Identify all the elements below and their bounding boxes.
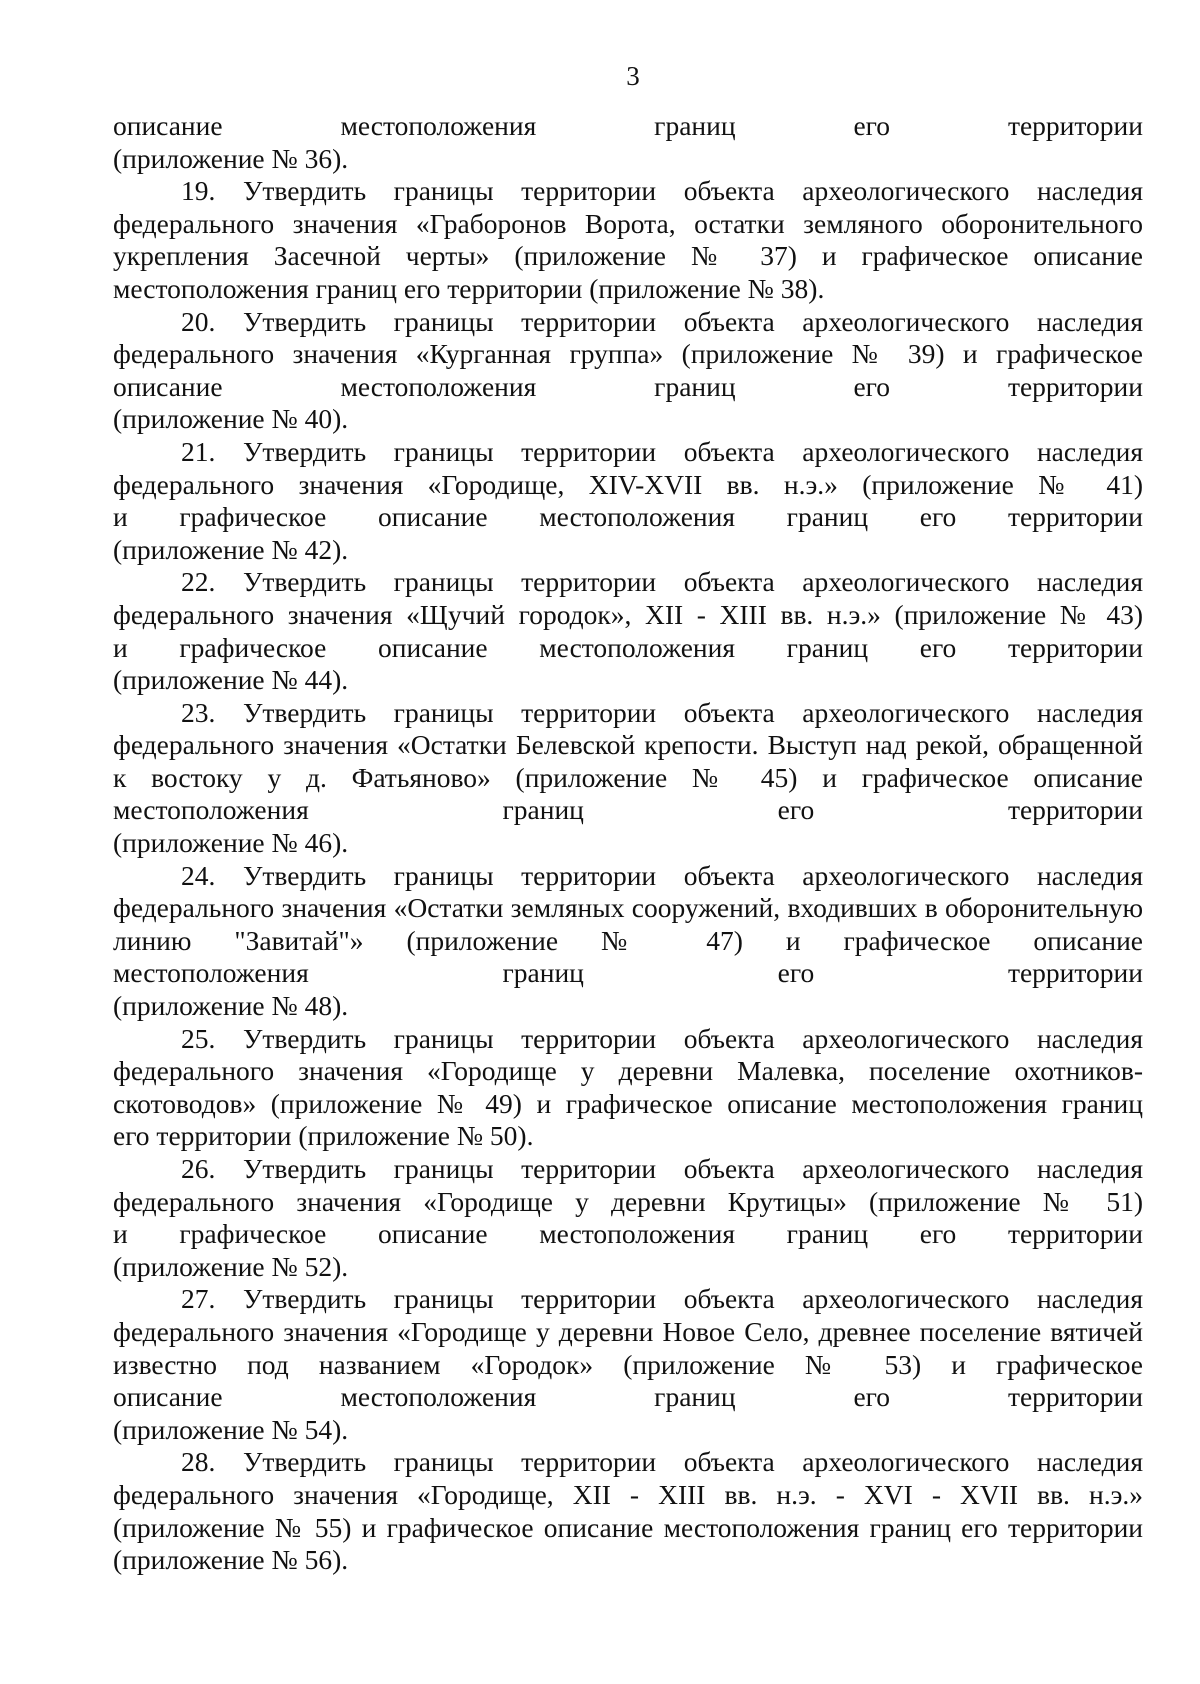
paragraph-tail: (приложение № 52). <box>113 1250 349 1282</box>
paragraph-lead: 21. Утвердить границы территории объекта археологического наследия федерального значения «Городище, XIV-XVII вв. н.э.» (приложение № 41) <box>113 435 1143 500</box>
paragraph-tail: (приложение № 44). <box>113 664 349 696</box>
paragraph-27 <box>113 1283 1143 1446</box>
paragraph-justified-line: и графическое описание местоположения границ его территории <box>113 501 1143 533</box>
paragraph-lead: 23. Утвердить границы территории объекта археологического наследия федерального значения «Остатки Белевской крепости. Выступ над рекой, обращенной к востоку у д. Фатьяново» (приложение № 45) и графическое описание <box>113 696 1143 793</box>
paragraph-lead: 24. Утвердить границы территории объекта археологического наследия федерального значения «Остатки земляных сооружений, входивших в оборонительную линию "Завитай"» (приложение № 47) и графическое описание <box>113 859 1143 956</box>
paragraph-24 <box>113 860 1143 1023</box>
paragraph-lead: 19. Утвердить границы территории объекта археологического наследия федерального значения «Граборонов Ворота, остатки земляного оборонительного укрепления Засечной черты» (приложение № 37) и графическое описание <box>113 175 1143 272</box>
paragraph-lead: 26. Утвердить границы территории объекта археологического наследия федерального значения «Городище у деревни Крутицы» (приложение № 51) <box>113 1153 1143 1217</box>
paragraph-lead: 22. Утвердить границы территории объекта археологического наследия федерального значения «Щучий городок», XII - XIII вв. н.э.» (приложение № 43) <box>113 566 1143 630</box>
paragraph-lead: 20. Утвердить границы территории объекта археологического наследия федерального значения «Курганная группа» (приложение № 39) и графическое <box>113 305 1143 370</box>
paragraph-19 <box>113 175 1143 305</box>
paragraph-22 <box>113 566 1143 696</box>
paragraph-justified-line: и графическое описание местоположения границ его территории <box>113 1218 1143 1250</box>
paragraph-lead: 28. Утвердить границы территории объекта археологического наследия федерального значения «Городище, XII - XIII вв. н.э. - XVI - XVII вв. н.э.» (приложение № 55) и графическое описание местоположения границ его территории <box>113 1446 1143 1543</box>
paragraph-18-continuation <box>113 110 1143 175</box>
paragraph-25 <box>113 1023 1143 1153</box>
paragraph-tail: (приложение № 54). <box>113 1413 349 1445</box>
paragraph-tail: (приложение № 42). <box>113 533 349 565</box>
page-number: 3 <box>626 61 640 91</box>
paragraph-tail: его территории (приложение № 50). <box>113 1120 534 1152</box>
paragraph-lead: 25. Утвердить границы территории объекта археологического наследия федерального значения «Городище у деревни Малевка, поселение охотников-скотоводов» (приложение № 49) и графическое описание местоположения границ <box>113 1022 1143 1119</box>
paragraph-23 <box>113 697 1143 860</box>
paragraph-justified-line: и графическое описание местоположения границ его территории <box>113 631 1143 663</box>
paragraph-tail: местоположения границ его территории (приложение № 38). <box>113 272 825 304</box>
paragraph-justified-line: местоположения границ его территории <box>113 957 1143 989</box>
document-body <box>113 110 1143 1577</box>
paragraph-justified-line: описание местоположения границ его территории <box>113 370 1143 402</box>
paragraph-26 <box>113 1153 1143 1283</box>
paragraph-tail: (приложение № 36). <box>113 142 349 174</box>
paragraph-justified-line: описание местоположения границ его территории <box>113 1381 1143 1413</box>
paragraph-justified-line: описание местоположения границ его территории <box>113 110 1143 141</box>
document-page <box>113 60 1143 1577</box>
paragraph-lead: 27. Утвердить границы территории объекта археологического наследия федерального значения «Городище у деревни Новое Село, древнее поселение вятичей известно под названием «Городок» (приложение № 53) и графическое <box>113 1283 1143 1380</box>
paragraph-justified-line: местоположения границ его территории <box>113 794 1143 826</box>
paragraph-28 <box>113 1446 1143 1576</box>
paragraph-21 <box>113 436 1143 566</box>
paragraph-tail: (приложение № 46). <box>113 827 349 859</box>
paragraph-20 <box>113 306 1143 436</box>
paragraph-tail: (приложение № 56). <box>113 1544 349 1576</box>
paragraph-tail: (приложение № 48). <box>113 990 349 1022</box>
paragraph-tail: (приложение № 40). <box>113 403 349 435</box>
